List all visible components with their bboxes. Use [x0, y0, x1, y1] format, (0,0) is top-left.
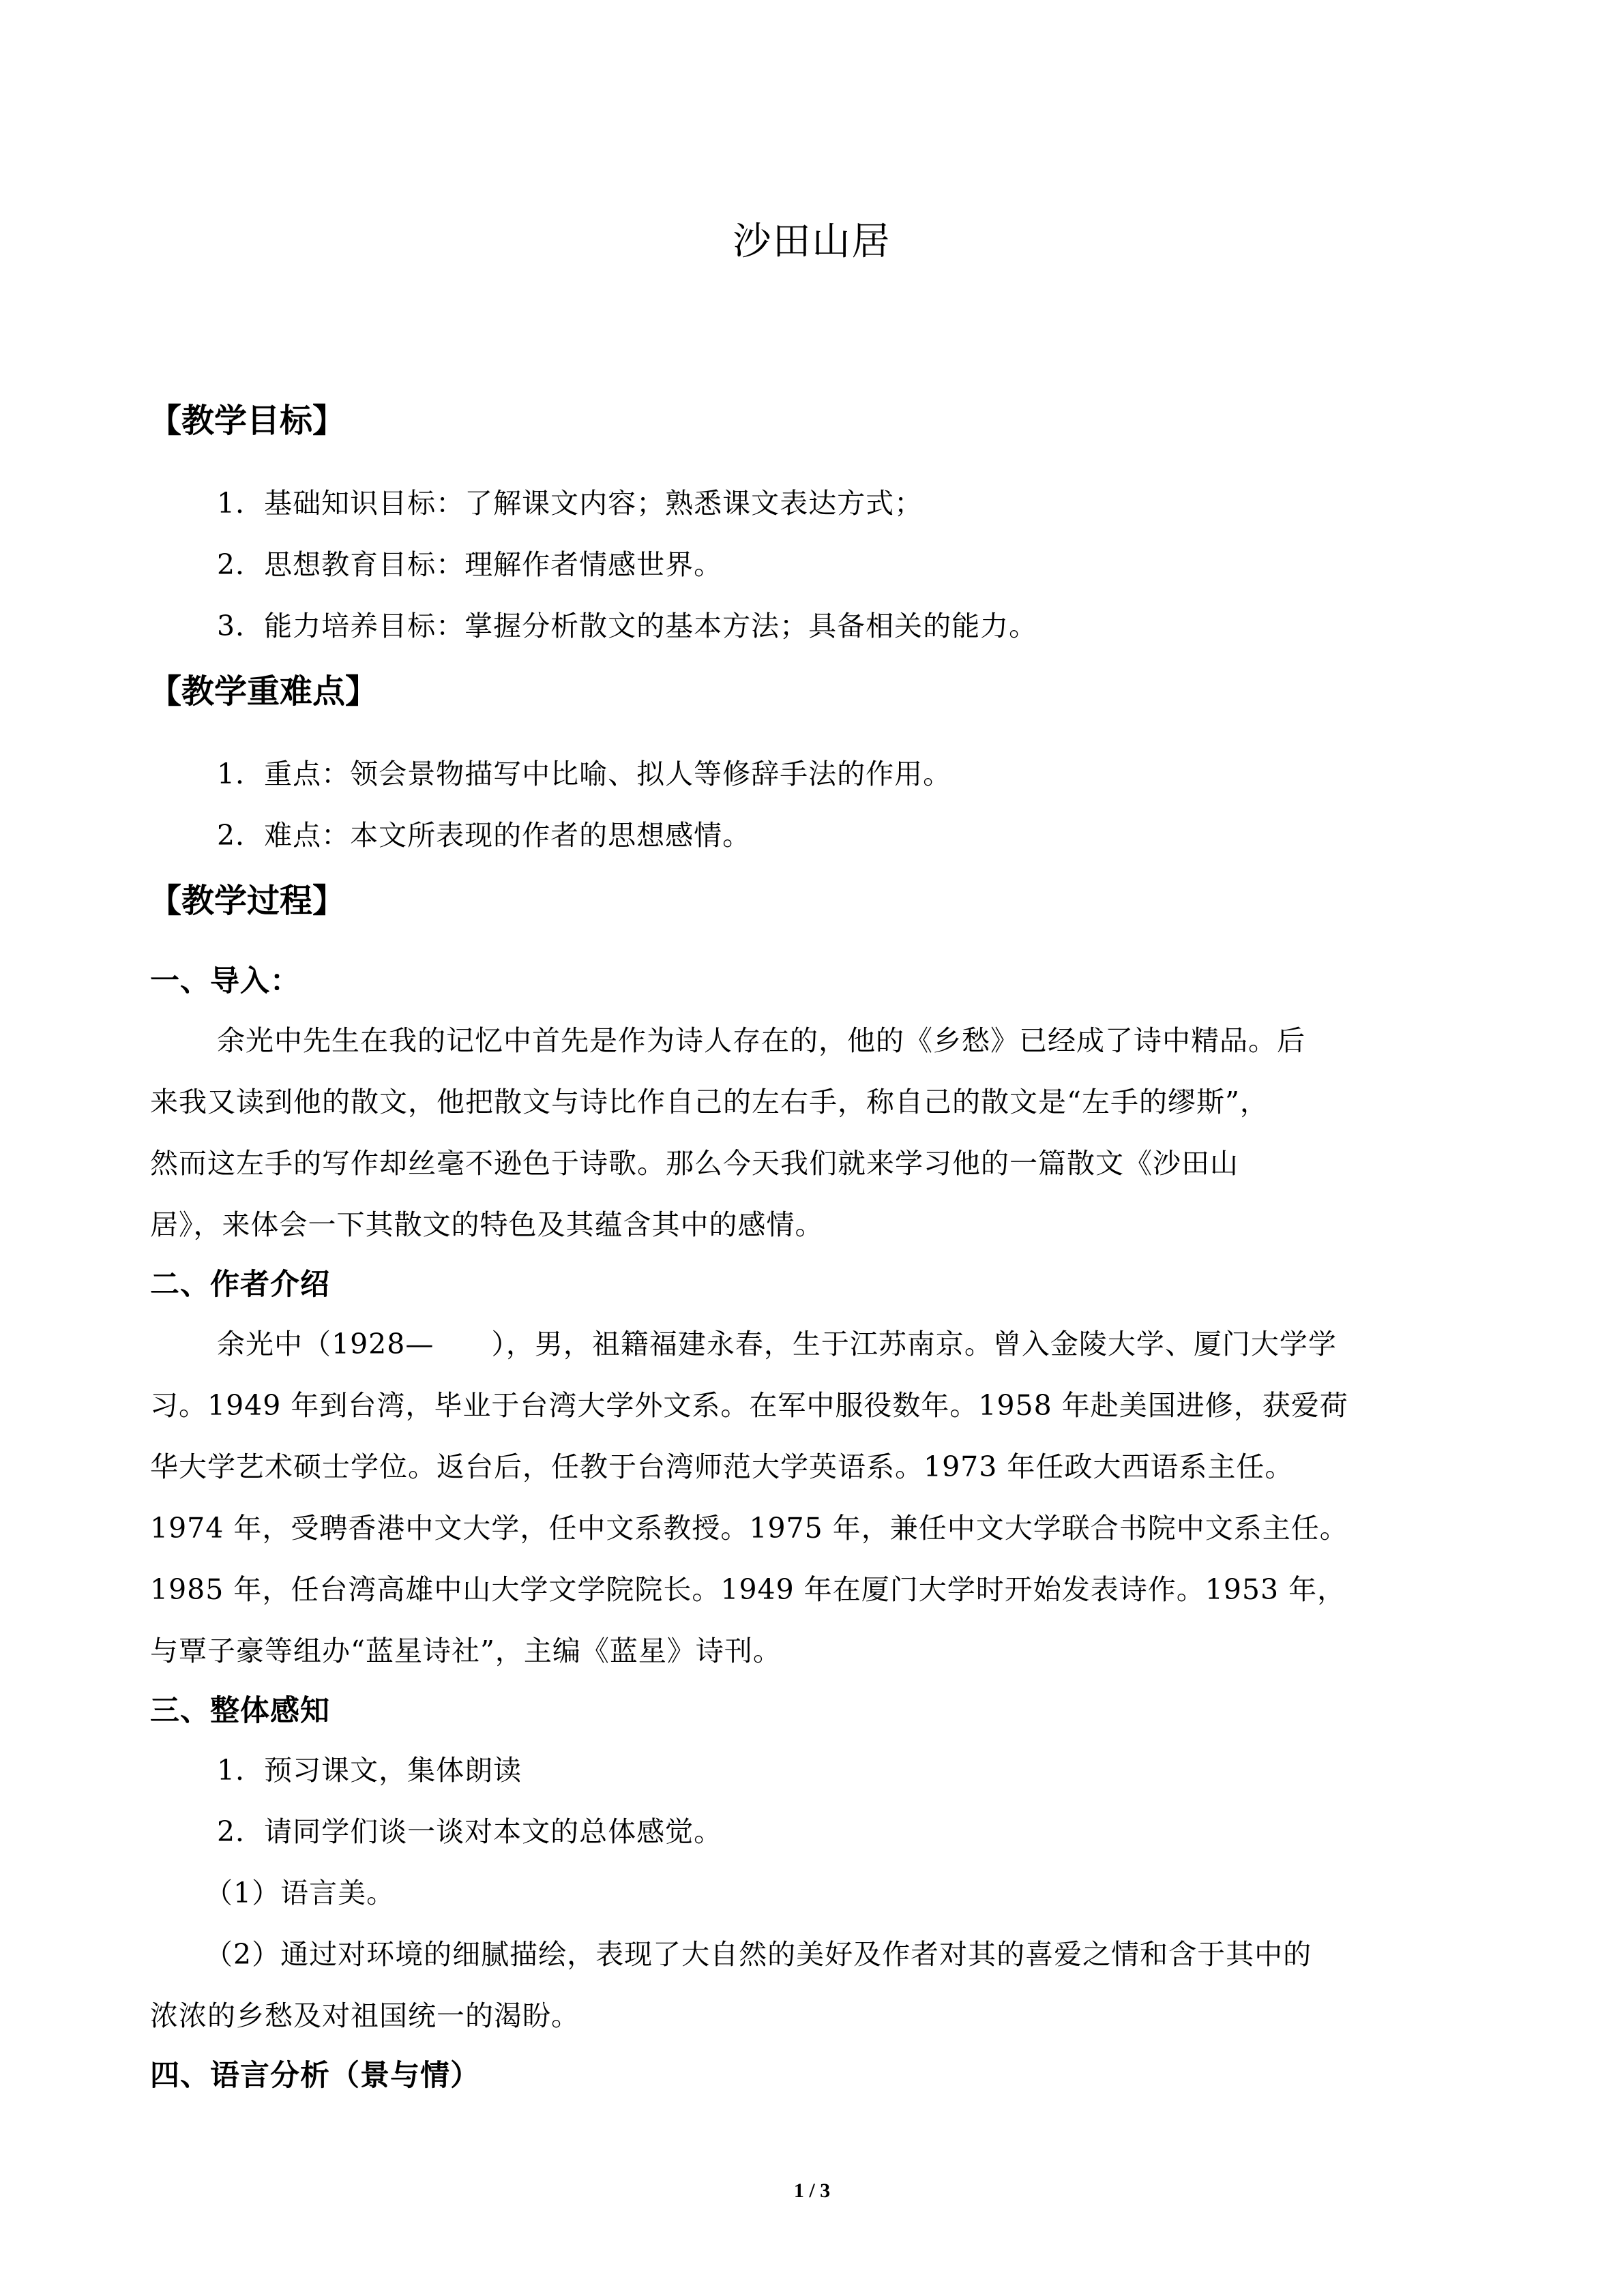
intro-line: 余光中先生在我的记忆中首先是作为诗人存在的，他的《乡愁》已经成了诗中精品。后 — [217, 1024, 1305, 1057]
objective-item: 1．基础知识目标：了解课文内容；熟悉课文表达方式； — [217, 487, 924, 520]
language-heading: 四、语言分析（景与情） — [150, 2059, 480, 2093]
page-number: 1 / 3 — [793, 2179, 831, 2202]
author-line: 习。1949 年到台湾，毕业于台湾大学外文系。在军中服役数年。1958 年赴美国进修，获爱荷 — [150, 1389, 1348, 1422]
document-title: 沙田山居 — [733, 220, 891, 264]
process-heading: 【教学过程】 — [149, 882, 346, 920]
author-line: 1974 年，受聘香港中文大学，任中文系教授。1975 年，兼任中文大学联合书院中文系主任。 — [150, 1512, 1348, 1545]
overall-line: （1）语言美。 — [205, 1877, 396, 1909]
author-line: 华大学艺术硕士学位。返台后，任教于台湾师范大学英语系。1973 年任政大西语系主任。 — [150, 1450, 1294, 1483]
overall-heading: 三、整体感知 — [150, 1694, 330, 1728]
intro-heading: 一、导入： — [150, 964, 300, 998]
objectives-heading: 【教学目标】 — [149, 402, 346, 440]
author-line: 与覃子豪等组办“蓝星诗社”，主编《蓝星》诗刊。 — [150, 1635, 782, 1667]
intro-line: 然而这左手的写作却丝毫不逊色于诗歌。那么今天我们就来学习他的一篇散文《沙田山 — [150, 1147, 1239, 1180]
author-line: 余光中（1928— ），男，祖籍福建永春，生于江苏南京。曾入金陵大学、厦门大学学 — [217, 1328, 1337, 1360]
objective-item: 3．能力培养目标：掌握分析散文的基本方法；具备相关的能力。 — [217, 610, 1038, 642]
overall-line: 2．请同学们谈一谈对本文的总体感觉。 — [217, 1815, 723, 1848]
key-points-heading: 【教学重难点】 — [149, 672, 379, 711]
overall-line: （2）通过对环境的细腻描绘，表现了大自然的美好及作者对其的喜爱之情和含于其中的 — [205, 1938, 1312, 1971]
author-line: 1985 年，任台湾高雄中山大学文学院院长。1949 年在厦门大学时开始发表诗作。1953 年， — [150, 1573, 1346, 1606]
author-heading: 二、作者介绍 — [150, 1268, 330, 1302]
overall-line: 浓浓的乡愁及对祖国统一的渴盼。 — [150, 1999, 580, 2032]
key-point-item: 2．难点：本文所表现的作者的思想感情。 — [217, 819, 752, 852]
overall-line: 1．预习课文，集体朗读 — [217, 1754, 522, 1787]
key-point-item: 1．重点：领会景物描写中比喻、拟人等修辞手法的作用。 — [217, 758, 952, 790]
intro-line: 来我又读到他的散文，他把散文与诗比作自己的左右手，称自己的散文是“左手的缪斯”， — [150, 1086, 1269, 1118]
intro-line: 居》，来体会一下其散文的特色及其蕴含其中的感情。 — [150, 1208, 824, 1241]
objective-item: 2．思想教育目标：理解作者情感世界。 — [217, 548, 723, 581]
